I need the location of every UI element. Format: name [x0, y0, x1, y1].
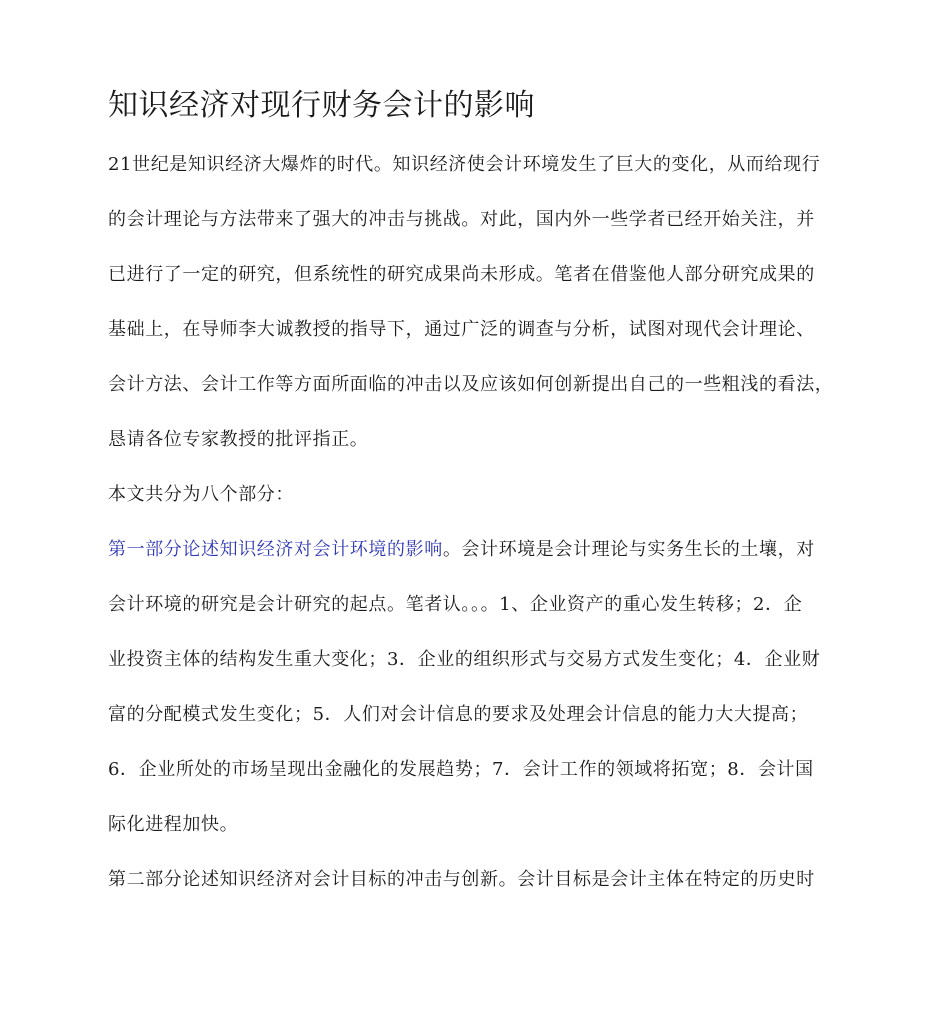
paragraph-line: 际化进程加快。 — [108, 814, 239, 835]
paragraph-line: 会计方法、会计工作等方面所面临的冲击以及应该如何创新提出自己的一些粗浅的看法， — [108, 374, 834, 395]
paragraph-line: 会计环境的研究是会计研究的起点。笔者认。。。1、企业资产的重心发生转移；2．企 — [108, 594, 803, 615]
paragraph-line — [108, 537, 858, 563]
paragraph-line: 富的分配模式发生变化；5．人们对会计信息的要求及处理会计信息的能力大大提高； — [108, 704, 809, 725]
paragraph-line: 21世纪是知识经济大爆炸的时代。知识经济使会计环境发生了巨大的变化，从而给现行 — [108, 154, 821, 175]
paragraph-line: 已进行了一定的研究，但系统性的研究成果尚未形成。笔者在借鉴他人部分研究成果的 — [108, 264, 815, 285]
paragraph-line: 恳请各位专家教授的批评指正。 — [108, 429, 369, 450]
paragraph-line: 业投资主体的结构发生重大变化；3．企业的组织形式与交易方式发生变化；4．企业财 — [108, 649, 821, 670]
paragraph-intro: 本文共分为八个部分： — [108, 484, 294, 505]
paragraph-line: 6．企业所处的市场呈现出金融化的发展趋势；7．会计工作的领域将拓宽；8．会计国 — [108, 759, 814, 780]
paragraph-line: 基础上，在导师李大诚教授的指导下，通过广泛的调查与分析，试图对现代会计理论、 — [108, 319, 815, 340]
paragraph-line: 的会计理论与方法带来了强大的冲击与挑战。对此，国内外一些学者已经开始关注，并 — [108, 209, 815, 230]
paragraph-line: 第二部分论述知识经济对会计目标的冲击与创新。会计目标是会计主体在特定的历史时 — [108, 869, 815, 890]
section-one-heading-link[interactable]: 第一部分论述知识经济对会计环境的影响 — [108, 539, 443, 560]
paragraph-text: 。会计环境是会计理论与实务生长的土壤，对 — [442, 539, 815, 560]
document-title: 知识经济对现行财务会计的影响 — [108, 88, 535, 123]
